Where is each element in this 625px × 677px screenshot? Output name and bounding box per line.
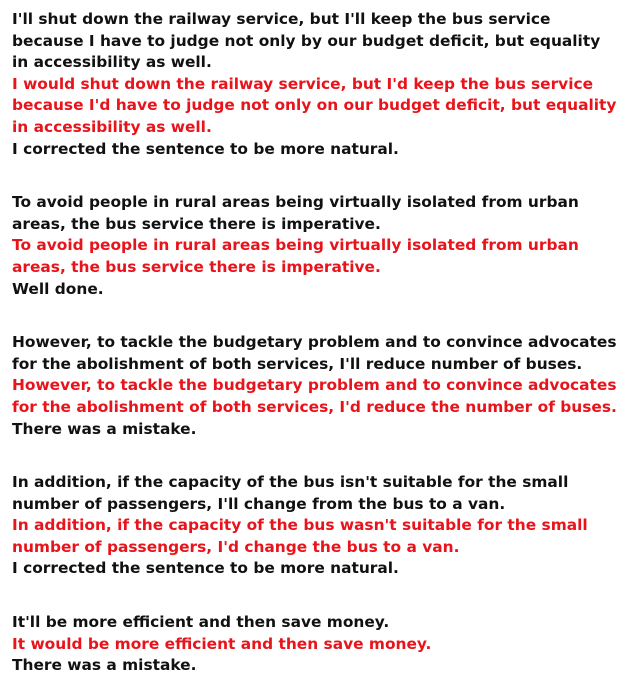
correction-entry-2 xyxy=(12,192,617,300)
original-sentence: To avoid people in rural areas being virtually isolated from urban areas, the bus service there is imperative. xyxy=(12,193,579,233)
original-sentence: It'll be more efficient and then save money. xyxy=(12,613,390,632)
original-sentence: In addition, if the capacity of the bus isn't suitable for the small number of passengers, I'll change from the bus to a van. xyxy=(12,473,569,513)
correction-entry-5 xyxy=(12,612,617,677)
corrected-sentence: In addition, if the capacity of the bus wasn't suitable for the small number of passengers, I'd change the bus to a van. xyxy=(12,516,588,556)
correction-comment: There was a mistake. xyxy=(12,656,197,675)
correction-comment: I corrected the sentence to be more natural. xyxy=(12,139,399,158)
correction-entry-1 xyxy=(12,9,617,160)
correction-comment: I corrected the sentence to be more natural. xyxy=(12,559,399,578)
correction-comment: There was a mistake. xyxy=(12,419,197,438)
corrected-sentence: However, to tackle the budgetary problem and to convince advocates for the abolishment of both services, I'd reduce the number of buses. xyxy=(12,376,617,416)
original-sentence: However, to tackle the budgetary problem and to convince advocates for the abolishment of both services, I'll reduce number of buses. xyxy=(12,333,617,373)
corrected-sentence: I would shut down the railway service, but I'd keep the bus service because I'd have to judge not only on our budget deficit, but equality in accessibility as well. xyxy=(12,74,617,136)
corrected-sentence: To avoid people in rural areas being virtually isolated from urban areas, the bus service there is imperative. xyxy=(12,236,579,276)
correction-entry-3 xyxy=(12,332,617,440)
correction-entry-4 xyxy=(12,472,617,580)
corrected-sentence: It would be more efficient and then save money. xyxy=(12,634,432,653)
correction-comment: Well done. xyxy=(12,279,104,298)
original-sentence: I'll shut down the railway service, but I'll keep the bus service because I have to judge not only by our budget deficit, but equality in accessibility as well. xyxy=(12,10,601,72)
